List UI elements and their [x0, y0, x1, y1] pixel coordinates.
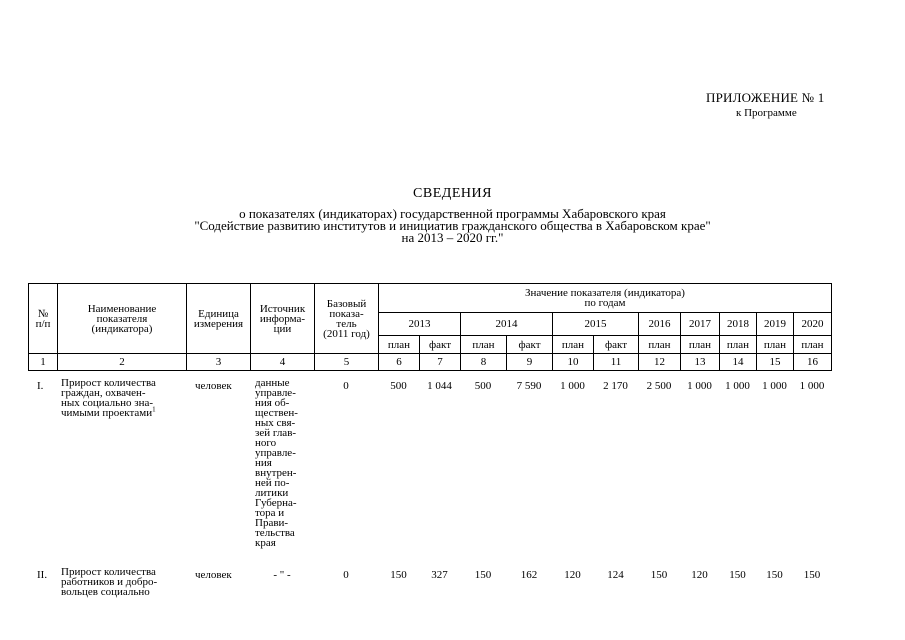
- col-number: 13: [681, 354, 720, 371]
- col-number: 5: [315, 354, 379, 371]
- value-cell: 1 000: [799, 380, 825, 392]
- appendix-label: ПРИЛОЖЕНИЕ № 1: [706, 90, 825, 105]
- row-number: I.: [37, 380, 44, 392]
- base-value: 0: [343, 569, 349, 581]
- header-values: Значение показателя (индикатора) по годам: [379, 284, 832, 313]
- value-cell: 500: [390, 380, 407, 392]
- indicators-table-body: [28, 378, 831, 607]
- table-row: [28, 378, 831, 567]
- value-cell: 162: [520, 569, 538, 581]
- source-cell: данные управле- ния об- ществен- ных свя- зей глав- ного управле- ния внутрен- ней по- литики Губерна- тора и Прави- тельства края: [255, 377, 298, 549]
- col-number: 4: [251, 354, 315, 371]
- col-number: 9: [507, 354, 553, 371]
- header-year-2020: 2020: [794, 313, 832, 336]
- header-source: Источник информа- ции: [251, 284, 315, 354]
- header-year-2015: 2015: [553, 313, 639, 336]
- unit-cell: человек: [195, 569, 232, 581]
- col-number: 16: [794, 354, 832, 371]
- header-num: № п/п: [29, 284, 58, 354]
- indicator-name: Прирост количества граждан, охвачен- ных социально зна- чимыми проектами$^1$: [61, 377, 156, 419]
- header-year-2016: 2016: [639, 313, 681, 336]
- header-plan: план: [553, 336, 594, 354]
- header-plan: план: [639, 336, 681, 354]
- col-number: 12: [639, 354, 681, 371]
- header-plan: план: [720, 336, 757, 354]
- header-fact: факт: [594, 336, 639, 354]
- col-number: 7: [420, 354, 461, 371]
- value-cell: 120: [564, 569, 581, 581]
- value-cell: 150: [650, 569, 668, 581]
- unit-cell: человек: [195, 380, 232, 392]
- value-cell: 150: [766, 569, 783, 581]
- value-cell: 124: [607, 569, 624, 581]
- value-cell: 150: [729, 569, 746, 581]
- col-number: 1: [29, 354, 58, 371]
- value-cell: 7 590: [516, 380, 542, 392]
- col-number: 6: [379, 354, 420, 371]
- subtitle-line-1: о показателях (индикаторах) государственной программы Хабаровского края: [239, 206, 666, 221]
- indicator-name: Прирост количества работников и добро- вольцев социально: [61, 566, 158, 598]
- col-number: 10: [553, 354, 594, 371]
- header-plan: план: [461, 336, 507, 354]
- value-cell: 1 000: [687, 380, 712, 392]
- col-number: 15: [757, 354, 794, 371]
- value-cell: 1 044: [427, 380, 452, 392]
- header-plan: план: [379, 336, 420, 354]
- indicators-table-header: [28, 283, 832, 371]
- value-cell: 500: [474, 380, 492, 392]
- header-year-2017: 2017: [681, 313, 720, 336]
- appendix-sub: к Программе: [736, 107, 797, 119]
- value-cell: 327: [431, 569, 448, 581]
- header-fact: факт: [507, 336, 553, 354]
- value-cell: 2 170: [603, 380, 628, 392]
- header-name: Наименование показателя (индикатора): [58, 284, 187, 354]
- col-number: 2: [58, 354, 187, 371]
- header-unit: Единица измерения: [187, 284, 251, 354]
- source-cell: - " -: [273, 569, 291, 581]
- header-year-2013: 2013: [379, 313, 461, 336]
- subtitle-line-2: "Содействие развитию институтов и инициатив гражданского общества в Хабаровском крае": [194, 218, 711, 233]
- table-row: [28, 567, 831, 607]
- subtitle-line-3: на 2013 – 2020 гг.": [401, 230, 504, 245]
- value-cell: 1 000: [725, 380, 750, 392]
- value-cell: 2 500: [646, 380, 672, 392]
- value-cell: 150: [474, 569, 492, 581]
- header-plan: план: [794, 336, 832, 354]
- col-number: 8: [461, 354, 507, 371]
- footnote-mark: 1: [152, 405, 156, 414]
- header-plan: план: [757, 336, 794, 354]
- header-base: Базовый показа- тель (2011 год): [315, 284, 379, 354]
- row-number: II.: [37, 569, 48, 581]
- value-cell: 1 000: [560, 380, 585, 392]
- header-plan: план: [681, 336, 720, 354]
- header-year-2014: 2014: [461, 313, 553, 336]
- header-year-2019: 2019: [757, 313, 794, 336]
- header-year-2018: 2018: [720, 313, 757, 336]
- col-number: 14: [720, 354, 757, 371]
- value-cell: 150: [390, 569, 407, 581]
- col-number: 11: [594, 354, 639, 371]
- header-fact: факт: [420, 336, 461, 354]
- col-number: 3: [187, 354, 251, 371]
- value-cell: 1 000: [762, 380, 787, 392]
- base-value: 0: [343, 380, 349, 392]
- value-cell: 120: [691, 569, 708, 581]
- document-title: СВЕДЕНИЯ: [413, 186, 492, 201]
- value-cell: 150: [803, 569, 821, 581]
